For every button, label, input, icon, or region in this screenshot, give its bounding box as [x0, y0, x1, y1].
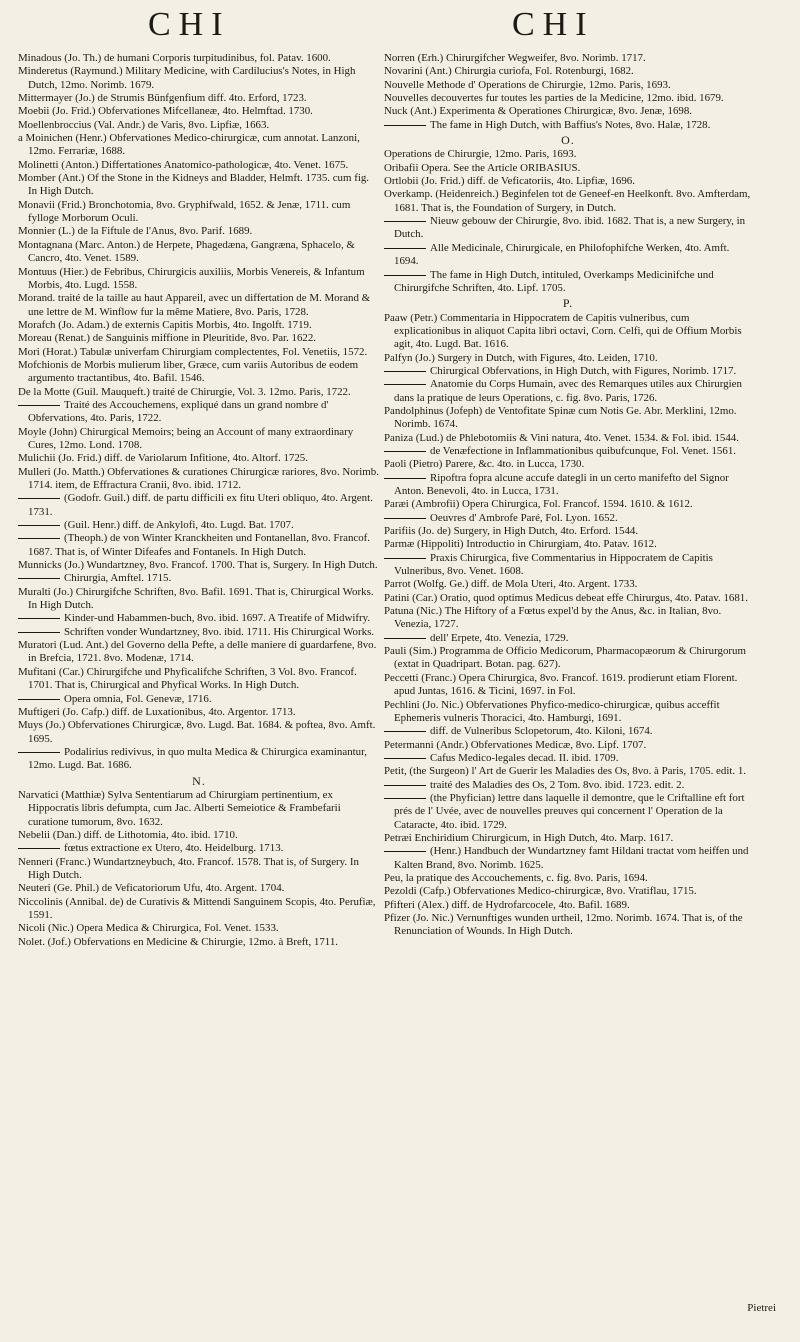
bibliography-entry [384, 79, 752, 92]
entry-text: O. [561, 133, 575, 148]
bibliography-entry [384, 105, 752, 118]
bibliography-entry [18, 706, 380, 719]
entry-text: Minderetus (Raymund.) Military Medicine, with Cardilucius's Notes, in High Dutch, 12mo. Norimb. 1679. [18, 65, 356, 91]
bibliography-entry [18, 199, 380, 226]
entry-text: a Moinichen (Henr.) Obfervationes Medico-chirurgicæ, cum annotat. Lanzoni, 12mo. Ferrariæ, 1688. [18, 132, 360, 158]
entry-text: Pechlini (Jo. Nic.) Obfervationes Phyfico-medico-chirurgicæ, quibus acceffit Ephemeris vulneris Thoracici, 4to. Hamburgi, 1691. [384, 698, 720, 724]
ditto-dash [384, 451, 426, 452]
bibliography-entry [18, 319, 380, 332]
section-letter [384, 297, 752, 310]
entry-text: Moreau (Renat.) de Sanguinis miffione in Pleuritide, 8vo. Par. 1622. [18, 332, 317, 345]
entry-text: The fame in High Dutch, intituled, Overkamps Medicinifche und Chirurgifche Schriften, 4to. Lipf. 1705. [394, 268, 714, 294]
entry-text: Paoli (Pietro) Parere, &c. 4to. in Lucca, 1730. [384, 458, 585, 471]
bibliography-entry [18, 119, 380, 132]
entry-text: Nolet. (Jof.) Obfervations en Medicine & Chirurgie, 12mo. à Breft, 1711. [18, 935, 338, 948]
entry-text: Narvatici (Matthiæ) Sylva Sententiarum ad Chirurgiam pertinentium, ex Hippocratis libris defumpta, cum Jac. Alberti Semeiotice & Frambefarii curatione tumorum, 8vo. 1632. [18, 788, 341, 828]
entry-text: Patuna (Nic.) The Hiftory of a Fœtus expel'd by the Anus, &c. in Italian, 8vo. Venezia, 1727. [384, 605, 722, 631]
entry-text: The fame in High Dutch, with Baffius's Notes, 8vo. Halæ, 1728. [430, 118, 711, 131]
entry-text: N. [192, 773, 206, 788]
entry-text: Nenneri (Franc.) Wundartzneybuch, 4to. Francof. 1578. That is, of Surgery. In High Dutch. [18, 855, 359, 881]
continuation-entry [384, 472, 752, 499]
entry-text: Petræi Enchiridium Chirurgicum, in High Dutch, 4to. Marp. 1617. [384, 831, 674, 844]
ditto-dash [384, 798, 426, 799]
entry-text: Oribafii Opera. See the Article ORIBASIUS. [384, 161, 581, 174]
entry-text: Minadous (Jo. Th.) de humani Corporis turpitudinibus, fol. Patav. 1600. [18, 52, 331, 64]
entry-text: Mori (Horat.) Tabulæ univerfam Chirurgiam complectentes, Fol. Venetiis, 1572. [18, 345, 368, 358]
continuation-entry [18, 492, 380, 519]
continuation-entry [384, 725, 752, 738]
left-column [18, 52, 380, 949]
entry-text: Nebelii (Dan.) diff. de Lithotomia, 4to. ibid. 1710. [18, 828, 238, 841]
ditto-dash [18, 632, 60, 633]
ditto-dash [18, 699, 60, 700]
bibliography-entry [384, 872, 752, 885]
entry-text: traité des Maladies des Os, 2 Tom. 8vo. ibid. 1723. edit. 2. [430, 778, 685, 791]
bibliography-entry [18, 829, 380, 842]
bibliography-entry [18, 426, 380, 453]
bibliography-entry [384, 739, 752, 752]
ditto-dash [384, 371, 426, 372]
entry-text: Moebii (Jo. Frid.) Obfervationes Mifcellaneæ, 4to. Helmftad. 1730. [18, 105, 313, 118]
continuation-entry [18, 399, 380, 426]
continuation-entry [384, 792, 752, 832]
entry-text: Pandolphinus (Jofeph) de Ventofitate Spinæ cum Notis Ge. Abr. Merklini, 12mo. Norimb. 1674. [384, 404, 737, 431]
entry-text: Norren (Erh.) Chirurgifcher Wegweifer, 8vo. Norimb. 1717. [384, 52, 646, 64]
ditto-dash [384, 384, 426, 385]
entry-text: Peccetti (Franc.) Opera Chirurgica, 8vo. Francof. 1619. prodierunt etiam Florent. apud Juntas, 1616. & Ticini, 1697. in Fol. [384, 671, 738, 698]
bibliography-entry [384, 458, 752, 471]
bibliography-entry [18, 105, 380, 118]
bibliography-entry [384, 352, 752, 365]
entry-text: Traité des Accouchemens, expliqué dans un grand nombre d' Obfervations, 4to. Paris, 1722. [28, 398, 329, 425]
bibliography-entry [384, 765, 752, 778]
entry-text: Morand. traité de la taille au haut Appareil, avec un differtation de M. Morand & une lettre de M. Winflow fur la même Matiere, 8vo. Paris, 1728. [18, 292, 371, 318]
ditto-dash [384, 731, 426, 732]
section-letter [384, 134, 752, 147]
entry-text: (Guil. Henr.) diff. de Ankylofi, 4to. Lugd. Bat. 1707. [64, 519, 294, 532]
ditto-dash [18, 752, 60, 753]
bibliography-entry [384, 52, 752, 65]
bibliography-entry [18, 719, 380, 746]
bibliography-entry [18, 856, 380, 883]
ditto-dash [18, 538, 60, 539]
ditto-dash [18, 618, 60, 619]
continuation-entry [384, 845, 752, 872]
bibliography-entry [18, 359, 380, 386]
entry-text: De la Motte (Guil. Mauqueft.) traité de Chirurgie, Vol. 3. 12mo. Paris, 1722. [18, 385, 351, 398]
bibliography-entry [18, 936, 380, 949]
bibliography-entry [18, 666, 380, 693]
bibliography-entry [384, 432, 752, 445]
entry-text: Palfyn (Jo.) Surgery in Dutch, with Figures, 4to. Leiden, 1710. [384, 351, 658, 364]
ditto-dash [384, 785, 426, 786]
ditto-dash [384, 518, 426, 519]
bibliography-entry [384, 148, 752, 161]
bibliography-entry [18, 789, 380, 829]
entry-text: Nouvelle Methode d' Operations de Chirurgie, 12mo. Paris, 1693. [384, 78, 671, 91]
entry-text: Cafus Medico-legales decad. II. ibid. 1709. [430, 751, 619, 764]
continuation-entry [384, 378, 752, 405]
entry-text: diff. de Vulneribus Sclopetorum, 4to. Kiloni, 1674. [430, 725, 653, 738]
entry-text: Muftigeri (Jo. Cafp.) diff. de Luxationibus, 4to. Argentor. 1713. [18, 705, 296, 718]
entry-text: fœtus extractione ex Utero, 4to. Heidelburg. 1713. [64, 842, 284, 855]
bibliography-entry [18, 159, 380, 172]
entry-text: Peu, la pratique des Accouchements, c. fig. 8vo. Paris, 1694. [384, 871, 648, 884]
bibliography-entry [18, 882, 380, 895]
ditto-dash [384, 478, 426, 479]
entry-text: Nieuw gebouw der Chirurgie, 8vo. ibid. 1682. That is, a new Surgery, in Dutch. [394, 215, 746, 241]
entry-text: Monavii (Frid.) Bronchotomia, 8vo. Gryphifwald, 1652. & Jenæ, 1711. cum fylloge Morborum Oculi. [18, 198, 351, 225]
ditto-dash [18, 848, 60, 849]
continuation-entry [384, 779, 752, 792]
bibliography-entry [18, 292, 380, 319]
bibliography-entry [18, 639, 380, 666]
entry-text: Operations de Chirurgie, 12mo. Paris, 1693. [384, 148, 577, 161]
bibliography-entry [384, 592, 752, 605]
entry-text: Parmæ (Hippoliti) Introductio in Chirurgiam, 4to. Patav. 1612. [384, 538, 657, 551]
entry-text: Ripoftra fopra alcune accufe dategli in un certo manifefto del Signor Anton. Benevoli, 4to. in Lucca, 1731. [394, 471, 729, 497]
entry-text: de Venæfectione in Inflammationibus quibufcunque, Fol. Venet. 1561. [430, 444, 736, 457]
entry-text: Montuus (Hier.) de Febribus, Chirurgicis auxiliis, Morbis Venereis, & Infantum Morbis, 4to. Lugd. 1558. [18, 265, 365, 291]
continuation-entry [18, 626, 380, 639]
bibliography-entry [384, 605, 752, 632]
bibliography-entry [384, 885, 752, 898]
bibliography-entry [384, 312, 752, 352]
bibliography-entry [384, 672, 752, 699]
continuation-entry [18, 693, 380, 706]
entry-text: Praxis Chirurgica, five Commentarius in Hippocratem de Capitis Vulneribus, 8vo. Venet. 1608. [394, 551, 713, 578]
entry-text: Ortlobii (Jo. Frid.) diff. de Veficatoriis, 4to. Lipfiæ, 1696. [384, 175, 635, 188]
continuation-entry [18, 746, 380, 773]
continuation-entry [18, 519, 380, 532]
bibliography-entry [384, 405, 752, 432]
entry-text: Anatomie du Corps Humain, avec des Remarques utiles aux Chirurgien dans la pratique de leurs Operations, c. fig. 8vo. Paris, 1726. [394, 378, 742, 404]
ditto-dash [384, 275, 426, 276]
bibliography-entry [384, 162, 752, 175]
entry-text: Morafch (Jo. Adam.) de externis Capitis Morbis, 4to. Ingolft. 1719. [18, 318, 312, 331]
entry-text: Novarini (Ant.) Chirurgia curiofa, Fol. Rotenburgi, 1682. [384, 65, 634, 78]
entry-text: Muys (Jo.) Obfervationes Chirurgicæ, 8vo. Lugd. Bat. 1684. & poftea, 8vo. Amft. 1695. [18, 719, 376, 745]
bibliography-entry [18, 266, 380, 293]
bibliography-entry [18, 586, 380, 613]
entry-text: Mufitani (Car.) Chirurgifche und Phyficalifche Schriften, 3 Vol. 8vo. Francof. 1701. That is, Chirurgical and Phyfical Works. In High Dutch. [18, 665, 357, 692]
ditto-dash [18, 498, 60, 499]
entry-text: Munnicks (Jo.) Wundartzney, 8vo. Francof. 1700. That is, Surgery. In High Dutch. [18, 559, 378, 572]
continuation-entry [384, 752, 752, 765]
entry-text: Nicoli (Nic.) Opera Medica & Chirurgica, Fol. Venet. 1533. [18, 922, 279, 935]
running-head-right: CHI [512, 6, 595, 43]
entry-text: (Henr.) Handbuch der Wundartzney famt Hildani tractat vom heiffen und Kalten Brand, 8vo. Norimb. 1625. [394, 845, 749, 871]
catchword: Pietrei [747, 1302, 776, 1314]
bibliography-entry [384, 65, 752, 78]
entry-text: Kinder-und Habammen-buch, 8vo. ibid. 1697. A Treatife of Midwifry. [64, 612, 371, 625]
bibliography-entry [384, 699, 752, 726]
ditto-dash [384, 758, 426, 759]
entry-text: Nuck (Ant.) Experimenta & Operationes Chirurgicæ, 8vo. Jenæ, 1698. [384, 105, 693, 118]
continuation-entry [384, 119, 752, 132]
entry-text: Pezoldi (Cafp.) Obfervationes Medico-chirurgicæ, 8vo. Vratiflau, 1715. [384, 885, 697, 898]
bibliography-entry [18, 922, 380, 935]
continuation-entry [384, 269, 752, 296]
bibliography-entry [18, 452, 380, 465]
entry-text: Mofchionis de Morbis mulierum liber, Græce, cum variis Autoribus de eodem argumento tractantibus, 4to. Bafil. 1546. [18, 358, 359, 385]
entry-text: (the Phyfician) lettre dans laquelle il demontre, que le Criftalline eft fort prés de l' Uvée, avec de nouvelles preuves qui concernent l' Operation de la Cataracte, 4to. ibid. 1729. [394, 791, 745, 831]
continuation-entry [384, 445, 752, 458]
continuation-entry [384, 215, 752, 242]
continuation-entry [18, 572, 380, 585]
entry-text: Niccolinis (Annibal. de) de Curativis & Mittendi Sanguinem Scopis, 4to. Perufiæ, 1591. [18, 895, 376, 921]
entry-text: Overkamp. (Heidenreich.) Beginfelen tot de Geneef-en Heelkonft. 8vo. Amfterdam, 1681. That is, the Foundation of Surgery, in Dutch. [384, 188, 751, 214]
continuation-entry [18, 532, 380, 559]
bibliography-entry [18, 52, 380, 65]
ditto-dash [384, 558, 426, 559]
bibliography-entry [18, 172, 380, 199]
entry-text: Moellenbroccius (Val. Andr.) de Varis, 8vo. Lipfiæ, 1663. [18, 118, 270, 131]
entry-text: Chirurgia, Amftel. 1715. [64, 572, 172, 585]
entry-text: Oeuvres d' Ambrofe Paré, Fol. Lyon. 1652. [430, 511, 618, 524]
bibliography-entry [384, 645, 752, 672]
ditto-dash [384, 638, 426, 639]
entry-text: Paaw (Petr.) Commentaria in Hippocratem de Capitis vulneribus, cum explicationibus in aliquot Capita libri octavi, Corn. Celfi, qui de Offium Morbis agit, 4to. Lugd. Bat. 1616. [384, 311, 742, 351]
continuation-entry [18, 612, 380, 625]
entry-text: Patini (Car.) Oratio, quod optimus Medicus debeat effe Chirurgus, 4to. Patav. 1681. [384, 591, 748, 604]
entry-text: (Theoph.) de von Winter Kranckheiten und Fontanellan, 8vo. Francof. 1687. That is, of Winter Difeafes and Fontanels. In High Dutch. [28, 532, 371, 558]
entry-text: Schriften vonder Wundartzney, 8vo. ibid. 1711. His Chirurgical Works. [64, 625, 375, 638]
continuation-entry [384, 512, 752, 525]
entry-text: Chirurgical Obfervations, in High Dutch, with Figures, Norimb. 1717. [430, 364, 737, 377]
entry-text: Paræi (Ambrofii) Opera Chirurgica, Fol. Francof. 1594. 1610. & 1612. [384, 498, 693, 511]
bibliography-entry [384, 832, 752, 845]
bibliography-entry [384, 188, 752, 215]
bibliography-entry [18, 346, 380, 359]
entry-text: Montagnana (Marc. Anton.) de Herpete, Phagedæna, Gangræna, Sphacelo, & Cancro, 4to. Venet. 1589. [18, 238, 355, 265]
bibliography-entry [18, 466, 380, 493]
running-head [0, 6, 800, 50]
continuation-entry [384, 632, 752, 645]
ditto-dash [18, 525, 60, 526]
entry-text: Parrot (Wolfg. Ge.) diff. de Mola Uteri, 4to. Argent. 1733. [384, 578, 638, 591]
entry-text: Mulleri (Jo. Matth.) Obfervationes & curationes Chirurgicæ rariores, 8vo. Norimb. 1714. item, de Effractura Cranii, 8vo. ibid. 1712. [18, 465, 379, 491]
entry-text: Muratori (Lud. Ant.) del Governo della Pefte, a delle maniere di guardarfene, 8vo. in Brefcia, 1721. 8vo. Modenæ, 1714. [18, 639, 377, 665]
continuation-entry [384, 365, 752, 378]
bibliography-entry [384, 525, 752, 538]
bibliography-entry [18, 132, 380, 159]
entry-text: Pfizer (Jo. Nic.) Vernunftiges wunden urtheil, 12mo. Norimb. 1674. That is, of the Renunciation of Wounds. In High Dutch. [384, 912, 743, 938]
ditto-dash [18, 405, 60, 406]
bibliography-entry [18, 386, 380, 399]
bibliography-entry [384, 175, 752, 188]
entry-text: Monnier (L.) de la Fiftule de l'Anus, 8vo. Parif. 1689. [18, 225, 253, 238]
ditto-dash [384, 248, 426, 249]
bibliography-entry [18, 65, 380, 92]
bibliography-entry [18, 559, 380, 572]
entry-text: Molinetti (Anton.) Differtationes Anatomico-pathologicæ, 4to. Venet. 1675. [18, 158, 349, 171]
bibliography-entry [384, 92, 752, 105]
entry-text: Opera omnia, Fol. Genevæ, 1716. [64, 692, 212, 705]
entry-text: dell' Erpete, 4to. Venezia, 1729. [430, 631, 569, 644]
bibliography-entry [384, 498, 752, 511]
entry-text: Petit, (the Surgeon) l' Art de Guerir les Maladies des Os, 8vo. à Paris, 1705. edit. 1. [384, 765, 747, 778]
right-column [384, 52, 752, 939]
entry-text: Mulichii (Jo. Frid.) diff. de Variolarum Infitione, 4to. Altorf. 1725. [18, 452, 308, 465]
continuation-entry [384, 242, 752, 269]
entry-text: Muralti (Jo.) Chirurgifche Schriften, 8vo. Bafil. 1691. That is, Chirurgical Works. In High Dutch. [18, 585, 374, 612]
bibliography-entry [18, 332, 380, 345]
entry-text: Pfifteri (Alex.) diff. de Hydrofarcocele, 4to. Bafil. 1689. [384, 898, 630, 911]
ditto-dash [384, 221, 426, 222]
entry-text: Petermanni (Andr.) Obfervationes Medicæ, 8vo. Lipf. 1707. [384, 738, 647, 751]
entry-text: Moyle (John) Chirurgical Memoirs; being an Account of many extraordinary Cures, 12mo. Lond. 1708. [18, 425, 354, 451]
bibliography-entry [384, 899, 752, 912]
entry-text: Nouvelles decouvertes fur toutes les parties de la Medicine, 12mo. ibid. 1679. [384, 92, 724, 105]
entry-text: Parifiis (Jo. de) Surgery, in High Dutch, 4to. Erford. 1544. [384, 525, 639, 538]
entry-text: Paniza (Lud.) de Phlebotomiis & Vini natura, 4to. Venet. 1534. & Fol. ibid. 1544. [384, 431, 739, 444]
entry-text: Neuteri (Ge. Phil.) de Veficatoriorum Ufu, 4to. Argent. 1704. [18, 882, 285, 895]
bibliography-entry [18, 239, 380, 266]
entry-text: Pauli (Sim.) Programma de Officio Medicorum, Pharmacopæorum & Chirurgorum (extat in Quadripart. Botan. pag. 627). [384, 645, 746, 671]
entry-text: Podalirius redivivus, in quo multa Medica & Chirurgica examinantur, 12mo. Lugd. Bat. 1686. [28, 745, 368, 772]
ditto-dash [18, 578, 60, 579]
running-head-left: CHI [148, 6, 231, 43]
continuation-entry [384, 552, 752, 579]
entry-text: P. [562, 296, 574, 311]
entry-text: (Godofr. Guil.) diff. de partu difficili ex fitu Uteri obliquo, 4to. Argent. 1731. [28, 492, 373, 518]
ditto-dash [384, 125, 426, 126]
entry-text: Alle Medicinale, Chirurgicale, en Philofophifche Werken, 4to. Amft. 1694. [394, 241, 730, 268]
entry-text: Momber (Ant.) Of the Stone in the Kidneys and Bladder, Helmft. 1735. cum fig. In High Dutch. [18, 172, 370, 198]
bibliography-entry [384, 912, 752, 939]
bibliography-entry [18, 896, 380, 923]
entry-text: Mittermayer (Jo.) de Strumis Bünfgenfium diff. 4to. Erford, 1723. [18, 92, 307, 105]
section-letter [18, 775, 380, 788]
bibliography-entry [18, 225, 380, 238]
continuation-entry [18, 842, 380, 855]
bibliography-entry [18, 92, 380, 105]
bibliography-entry [384, 538, 752, 551]
bibliography-entry [384, 578, 752, 591]
ditto-dash [384, 851, 426, 852]
